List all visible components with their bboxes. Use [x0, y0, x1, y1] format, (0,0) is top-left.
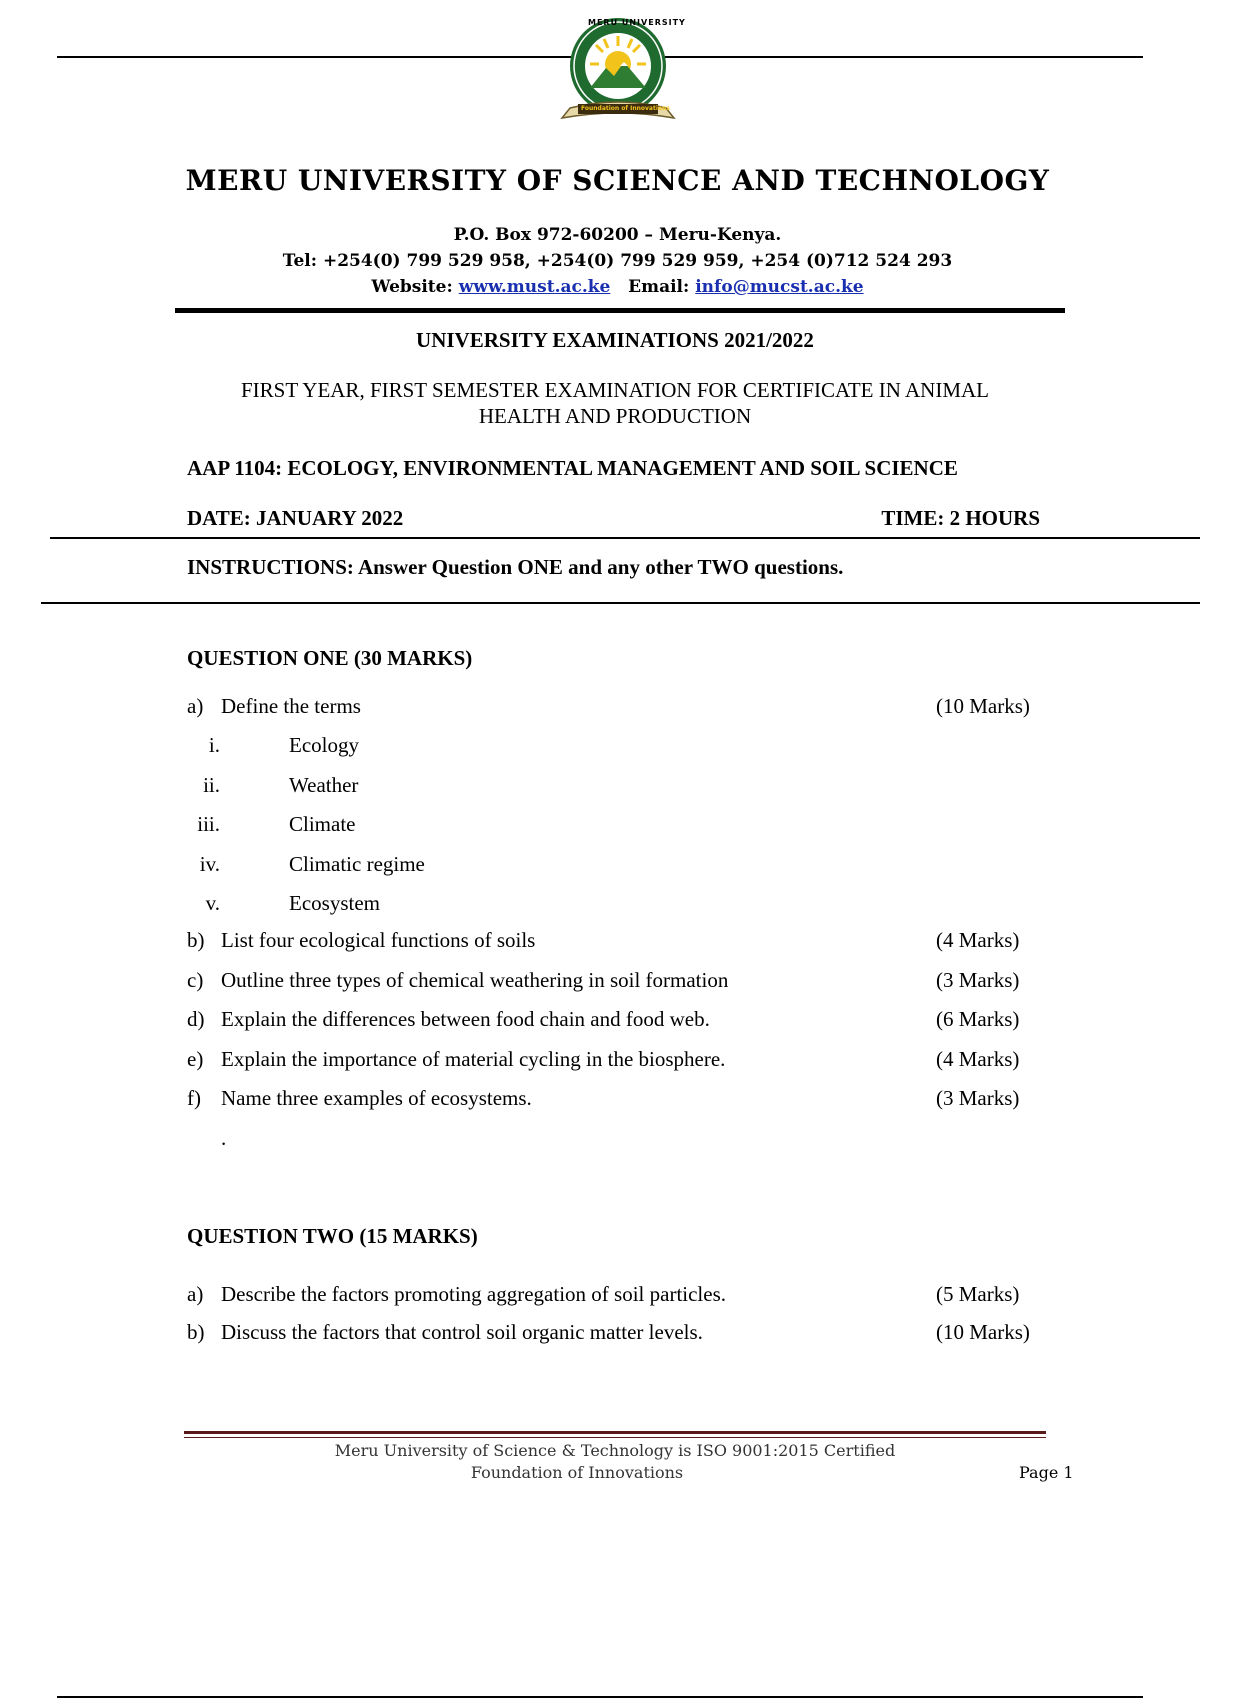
- page-number: Page 1: [1019, 1463, 1074, 1482]
- stray-dot: .: [221, 1126, 227, 1150]
- q1-item-d-label: d): [187, 1007, 205, 1031]
- email-link[interactable]: info@mucst.ac.ke: [695, 277, 864, 297]
- exam-time: TIME: 2 HOURS: [881, 506, 1040, 530]
- instructions-bottom-rule: [41, 602, 1200, 604]
- top-rule-left: [57, 56, 572, 58]
- telephone: Tel: +254(0) 799 529 958, +254(0) 799 529 959, +254 (0)712 524 293: [282, 251, 953, 271]
- footer-rule-thick: [184, 1431, 1046, 1434]
- q1-subitem-iv-label: iv.: [199, 852, 220, 876]
- po-box: P.O. Box 972-60200 – Meru-Kenya.: [453, 225, 782, 245]
- q1-item-c-marks: (3 Marks): [936, 968, 1020, 992]
- q1-item-f-label: f): [187, 1086, 201, 1110]
- q1-subitem-v-text: Ecosystem: [289, 891, 380, 915]
- q1-subitem-i-label: i.: [208, 733, 220, 757]
- exam-date: DATE: JANUARY 2022: [187, 506, 404, 530]
- header-thick-rule: [175, 308, 1065, 313]
- footer-iso-text: Meru University of Science & Technology is ISO 9001:2015 Certified: [334, 1441, 896, 1460]
- q1-item-f-marks: (3 Marks): [936, 1086, 1020, 1110]
- q1-item-a-label: a): [187, 694, 204, 718]
- question-two-heading: QUESTION TWO (15 MARKS): [187, 1224, 478, 1248]
- q1-item-f-text: Name three examples of ecosystems.: [221, 1086, 532, 1110]
- exam-description: [0, 377, 1230, 429]
- instructions: INSTRUCTIONS: Answer Question ONE and any other TWO questions.: [187, 555, 844, 579]
- q1-subitem-ii-label: ii.: [203, 773, 220, 797]
- q1-item-e-marks: (4 Marks): [936, 1047, 1020, 1071]
- q2-item-b-text: Discuss the factors that control soil organic matter levels.: [221, 1320, 703, 1344]
- q2-item-a-label: a): [187, 1282, 204, 1306]
- q2-item-a-text: Describe the factors promoting aggregation of soil particles.: [221, 1282, 727, 1306]
- q2-item-b-label: b): [187, 1320, 205, 1344]
- instructions-top-rule: [50, 537, 1200, 539]
- contact-block: [0, 222, 1235, 300]
- q2-item-b-marks: (10 Marks): [936, 1320, 1030, 1344]
- q1-item-c-text: Outline three types of chemical weathering in soil formation: [221, 968, 729, 992]
- q1-subitem-iii-label: iii.: [197, 812, 220, 836]
- university-name: MERU UNIVERSITY OF SCIENCE AND TECHNOLOGY: [185, 164, 1050, 197]
- website-link[interactable]: www.must.ac.ke: [458, 277, 611, 297]
- website-label: Website:: [371, 277, 453, 297]
- bottom-page-rule: [57, 1696, 1143, 1698]
- q1-item-b-text: List four ecological functions of soils: [221, 928, 536, 952]
- question-one-heading: QUESTION ONE (30 MARKS): [187, 646, 473, 670]
- q1-item-e-text: Explain the importance of material cycling in the biosphere.: [221, 1047, 726, 1071]
- q1-subitem-i-text: Ecology: [289, 733, 359, 757]
- exam-description-line2: HEALTH AND PRODUCTION: [478, 404, 752, 428]
- q1-item-a-marks: (10 Marks): [936, 694, 1030, 718]
- q2-item-a-marks: (5 Marks): [936, 1282, 1020, 1306]
- q1-item-c-label: c): [187, 968, 204, 992]
- q1-item-d-marks: (6 Marks): [936, 1007, 1020, 1031]
- q1-subitem-iv-text: Climatic regime: [289, 852, 425, 876]
- footer-motto: Foundation of Innovations: [470, 1463, 684, 1482]
- logo-ring-text: MERU UNIVERSITY: [588, 18, 686, 27]
- footer-rule-thin: [184, 1437, 1046, 1438]
- email-label: Email:: [628, 277, 690, 297]
- course-title: AAP 1104: ECOLOGY, ENVIRONMENTAL MANAGEMENT AND SOIL SCIENCE: [187, 456, 958, 480]
- exam-description-line1: FIRST YEAR, FIRST SEMESTER EXAMINATION FOR CERTIFICATE IN ANIMAL: [241, 378, 989, 402]
- q1-item-b-label: b): [187, 928, 205, 952]
- q1-item-e-label: e): [187, 1047, 204, 1071]
- top-rule-right: [665, 56, 1143, 58]
- q1-item-a-text: Define the terms: [221, 694, 361, 718]
- logo-banner-text: Foundation of Innovations: [581, 105, 670, 112]
- university-logo: [548, 16, 688, 128]
- exam-title: UNIVERSITY EXAMINATIONS 2021/2022: [416, 328, 814, 352]
- q1-subitem-ii-text: Weather: [289, 773, 359, 797]
- q1-subitem-iii-text: Climate: [289, 812, 356, 836]
- q1-item-d-text: Explain the differences between food chain and food web.: [221, 1007, 710, 1031]
- q1-item-b-marks: (4 Marks): [936, 928, 1020, 952]
- web-email-line: [0, 274, 1235, 300]
- q1-subitem-v-label: v.: [205, 891, 220, 915]
